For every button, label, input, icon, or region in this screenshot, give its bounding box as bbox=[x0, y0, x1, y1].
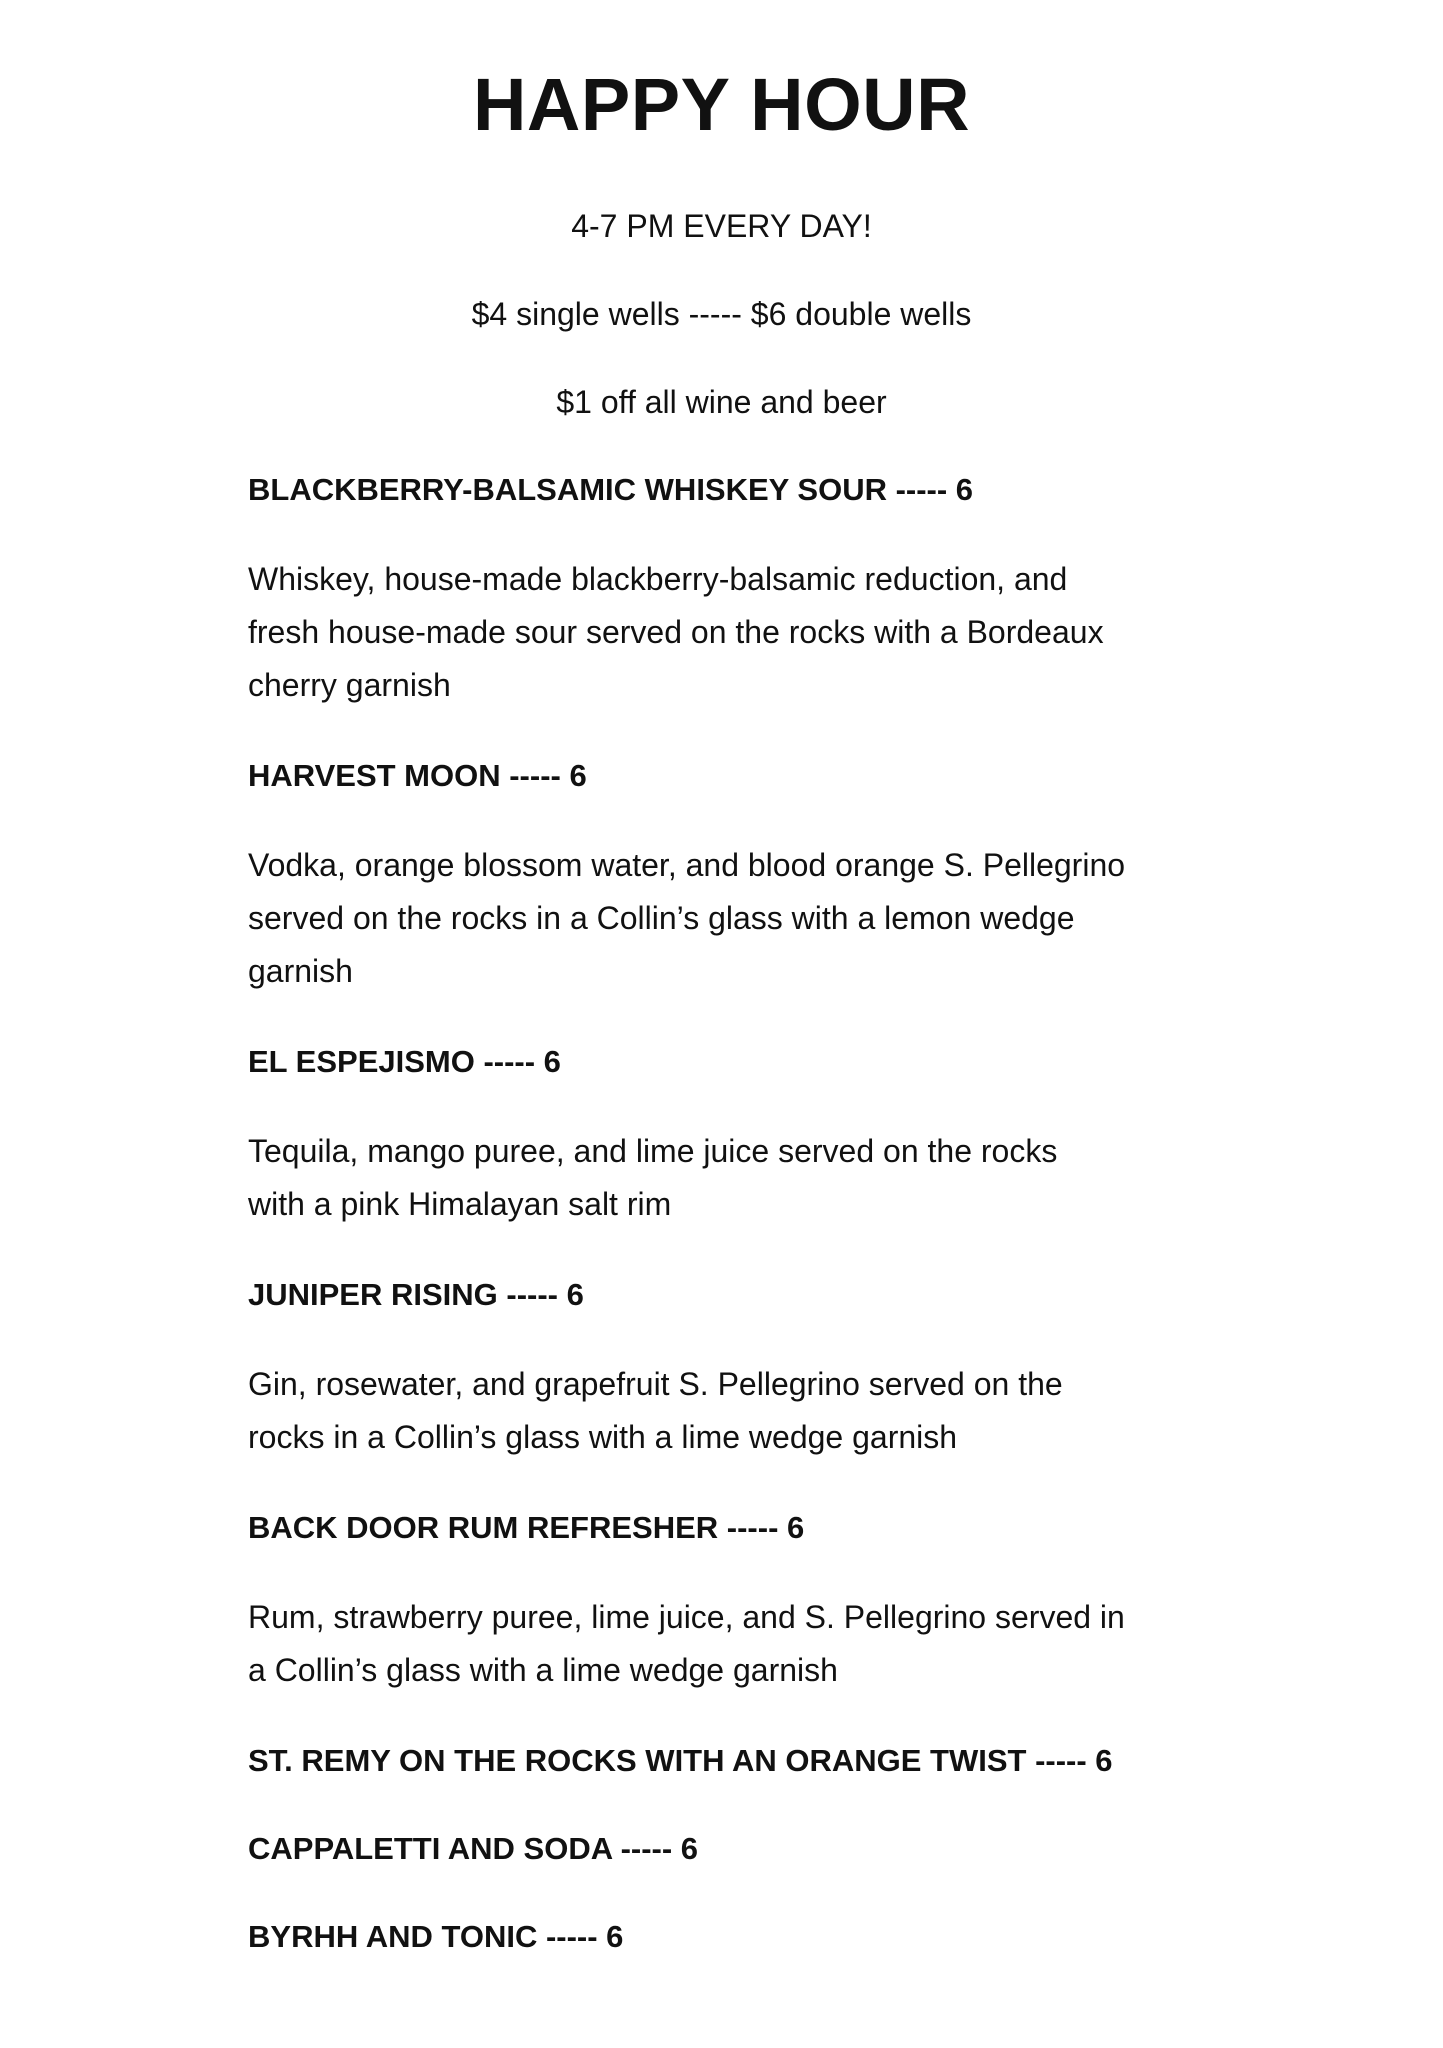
description-line: Vodka, orange blossom water, and blood orange S. Pellegrino bbox=[248, 847, 1126, 883]
menu-item-name: EL ESPEJISMO ----- 6 bbox=[248, 1044, 561, 1079]
menu-item-name: CAPPALETTI AND SODA ----- 6 bbox=[248, 1831, 699, 1866]
page-title: HAPPY HOUR bbox=[472, 63, 971, 146]
menu-item-description bbox=[248, 1591, 1208, 1697]
menu-item-description bbox=[248, 1358, 1208, 1464]
wine-beer-discount-line: $1 off all wine and beer bbox=[556, 384, 887, 420]
description-line: rocks in a Collin’s glass with a lime wedge garnish bbox=[248, 1419, 958, 1455]
menu-item-name: BACK DOOR RUM REFRESHER ----- 6 bbox=[248, 1510, 805, 1545]
description-line: Whiskey, house-made blackberry-balsamic reduction, and bbox=[248, 561, 1068, 597]
menu-item-name: BYRHH AND TONIC ----- 6 bbox=[248, 1919, 624, 1954]
menu-item-name: ST. REMY ON THE ROCKS WITH AN ORANGE TWIST ----- 6 bbox=[248, 1743, 1113, 1778]
description-line: fresh house-made sour served on the rocks with a Bordeaux bbox=[248, 614, 1104, 650]
menu-list bbox=[248, 470, 1248, 2005]
description-line: with a pink Himalayan salt rim bbox=[248, 1186, 672, 1222]
menu-item-description bbox=[248, 553, 1208, 712]
wells-pricing-line: $4 single wells ----- $6 double wells bbox=[471, 296, 972, 332]
description-line: Rum, strawberry puree, lime juice, and S. Pellegrino served in bbox=[248, 1599, 1125, 1635]
description-line: garnish bbox=[248, 953, 353, 989]
menu-item-name: BLACKBERRY-BALSAMIC WHISKEY SOUR ----- 6 bbox=[248, 472, 974, 507]
hours-line: 4-7 PM EVERY DAY! bbox=[571, 208, 872, 244]
menu-item-name: JUNIPER RISING ----- 6 bbox=[248, 1277, 584, 1312]
description-line: cherry garnish bbox=[248, 667, 451, 703]
description-line: served on the rocks in a Collin’s glass with a lemon wedge bbox=[248, 900, 1075, 936]
menu-item-description bbox=[248, 839, 1208, 998]
description-line: Tequila, mango puree, and lime juice served on the rocks bbox=[248, 1133, 1058, 1169]
menu-item-description bbox=[248, 1125, 1208, 1231]
description-line: a Collin’s glass with a lime wedge garnish bbox=[248, 1652, 838, 1688]
menu-item-name: HARVEST MOON ----- 6 bbox=[248, 758, 587, 793]
description-line: Gin, rosewater, and grapefruit S. Pellegrino served on the bbox=[248, 1366, 1063, 1402]
